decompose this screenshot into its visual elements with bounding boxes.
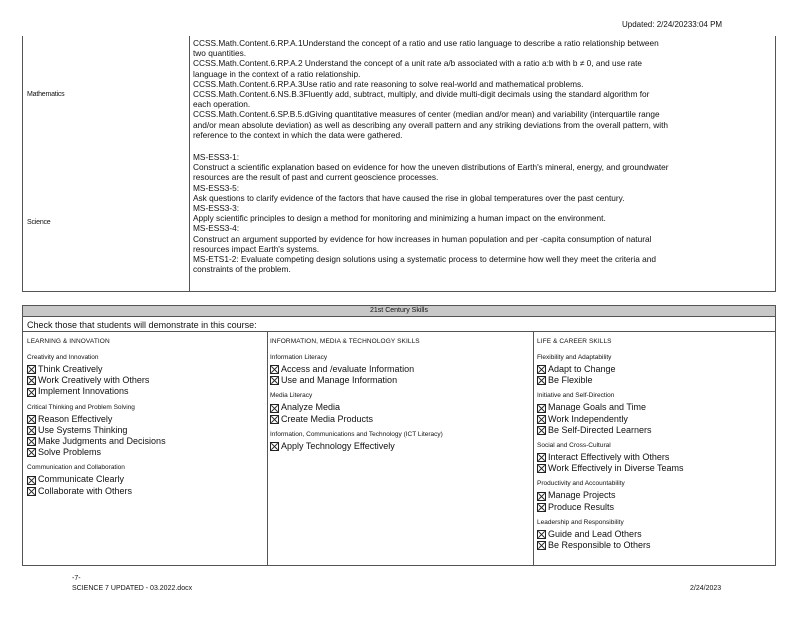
page-number: -7- <box>72 575 81 582</box>
skill-item-label: Use Systems Thinking <box>38 424 128 435</box>
standard-line: Construct a scientific explanation based on evidence for how the uneven distributions of Earth's mineral, energy, and groundwater <box>193 162 669 173</box>
skill-item-label: Make Judgments and Decisions <box>38 436 166 447</box>
checked-checkbox-icon[interactable] <box>27 476 36 485</box>
skill-item-label: Guide and Lead Others <box>548 528 642 539</box>
subject-mathematics: Mathematics <box>27 91 65 98</box>
science-standards <box>193 152 771 274</box>
checked-checkbox-icon[interactable] <box>537 426 546 435</box>
skill-item <box>537 375 775 386</box>
skill-item-label: Manage Projects <box>548 490 616 501</box>
checked-checkbox-icon[interactable] <box>27 437 36 446</box>
checked-checkbox-icon[interactable] <box>27 487 36 496</box>
skill-category <box>27 354 265 398</box>
standard-line: CCSS.Math.Content.6.RP.A.3Use ratio and rate reasoning to solve real-world and mathematical problems. <box>193 78 584 89</box>
skill-item <box>27 425 265 436</box>
column-divider <box>533 331 534 565</box>
standard-line: CCSS.Math.Content.6.NS.B.3Fluently add, subtract, multiply, and divide multi-digit decimals using the standard algorithm for <box>193 89 650 100</box>
skill-category-title: Information, Communications and Technology (ICT Literacy) <box>270 430 443 438</box>
skill-item <box>537 502 775 513</box>
skill-item-label: Be Self-Directed Learners <box>548 424 652 435</box>
standard-line: CCSS.Math.Content.6.RP.A.1Understand the concept of a ratio and use ratio language to describe a ratio relationship between <box>193 38 659 48</box>
math-standards <box>193 38 771 140</box>
standard-line: constraints of the problem. <box>193 264 291 275</box>
skill-item <box>537 490 775 501</box>
skill-item <box>27 364 265 375</box>
checked-checkbox-icon[interactable] <box>27 448 36 457</box>
skill-item-label: Work Creatively with Others <box>38 375 150 386</box>
skills-column-title: INFORMATION, MEDIA & TECHNOLOGY SKILLS <box>270 338 420 345</box>
skill-item-label: Access and /evaluate Information <box>281 364 415 374</box>
skill-item-label: Work Independently <box>548 413 628 424</box>
standard-line: and/or mean absolute deviation) as well as describing any overall pattern and any striking deviations from the overall pattern, with <box>193 119 669 130</box>
skill-category-title: Flexibility and Adaptability <box>537 354 612 361</box>
skill-item <box>270 402 508 413</box>
standard-line: CCSS.Math.Content.6.RP.A.2 Understand the concept of a unit rate a/b associated with a ratio a:b with b ≠ 0, and use rate <box>193 58 643 69</box>
skill-item-label: Reason Effectively <box>38 413 113 424</box>
skill-item <box>537 452 775 463</box>
skill-item-label: Implement Innovations <box>38 386 129 397</box>
standard-line: reference to the context in which the data were gathered. <box>193 129 403 140</box>
skills-header: 21st Century Skills <box>23 306 775 317</box>
standards-table <box>22 36 776 292</box>
standard-line: MS-ESS3-5: <box>193 182 240 193</box>
skill-item <box>537 402 775 413</box>
skill-category-title: Social and Cross-Cultural <box>537 442 611 450</box>
checked-checkbox-icon[interactable] <box>270 365 279 374</box>
skill-category <box>270 354 508 386</box>
skill-item-label: Be Flexible <box>548 375 593 386</box>
checked-checkbox-icon[interactable] <box>537 503 546 512</box>
column-divider <box>267 331 268 565</box>
checked-checkbox-icon[interactable] <box>537 453 546 462</box>
skill-item <box>27 436 265 447</box>
skill-item <box>537 529 775 540</box>
skill-item-label: Communicate Clearly <box>38 474 125 485</box>
skill-item-label: Adapt to Change <box>548 364 616 374</box>
standard-line: language in the context of a ratio relationship. <box>193 68 361 79</box>
skill-category <box>270 392 508 424</box>
skill-item <box>270 375 508 386</box>
skill-item-label: Work Effectively in Diverse Teams <box>548 463 684 474</box>
checked-checkbox-icon[interactable] <box>537 415 546 424</box>
checked-checkbox-icon[interactable] <box>537 541 546 550</box>
subject-science: Science <box>27 219 51 226</box>
skill-category <box>537 354 775 386</box>
standard-line: MS-ETS1-2: Evaluate competing design solutions using a systematic process to determine how well they meet the criteria and <box>193 254 657 265</box>
skill-category <box>537 392 775 436</box>
standard-line: resources impact Earth's systems. <box>193 243 320 254</box>
skill-item <box>270 364 508 375</box>
skill-item <box>27 447 265 458</box>
skill-category-title: Media Literacy <box>270 392 313 400</box>
skill-item <box>537 414 775 425</box>
standard-line: Apply scientific principles to design a method for monitoring and minimizing a human impact on the environment. <box>193 213 606 224</box>
checked-checkbox-icon[interactable] <box>270 404 279 413</box>
skill-item-label: Think Creatively <box>38 364 103 374</box>
checked-checkbox-icon[interactable] <box>270 376 279 385</box>
standard-line: resources are the result of past and current geoscience processes. <box>193 172 439 183</box>
updated-timestamp: Updated: 2/24/20233:04 PM <box>622 20 723 29</box>
checked-checkbox-icon[interactable] <box>27 388 36 397</box>
skill-item-label: Produce Results <box>548 501 615 512</box>
skill-item-label: Solve Problems <box>38 447 102 458</box>
skill-item-label: Collaborate with Others <box>38 485 133 496</box>
skill-item-label: Analyze Media <box>281 402 341 413</box>
skill-item <box>27 375 265 386</box>
skill-category <box>27 404 265 459</box>
checked-checkbox-icon[interactable] <box>537 464 546 473</box>
skills-divider <box>23 331 775 332</box>
checked-checkbox-icon[interactable] <box>537 376 546 385</box>
checked-checkbox-icon[interactable] <box>537 404 546 413</box>
checked-checkbox-icon[interactable] <box>537 492 546 501</box>
checked-checkbox-icon[interactable] <box>537 365 546 374</box>
skill-item-label: Interact Effectively with Others <box>548 452 670 463</box>
skills-column-title: LEARNING & INNOVATION <box>27 338 110 345</box>
skill-category-title: Communication and Collaboration <box>27 464 125 472</box>
skill-category <box>270 431 508 452</box>
standard-line: two quantities. <box>193 48 247 59</box>
checked-checkbox-icon[interactable] <box>27 415 36 424</box>
skills-section <box>22 305 776 566</box>
skill-category <box>537 480 775 512</box>
skill-category <box>537 442 775 474</box>
skills-column-learning <box>27 338 265 503</box>
skill-category-title: Productivity and Accountability <box>537 480 625 488</box>
standard-line: MS-ESS3-3: <box>193 203 240 214</box>
skill-category-title: Initiative and Self-Direction <box>537 392 615 400</box>
standard-line: CCSS.Math.Content.6.SP.B.5.dGiving quantitative measures of center (median and/or mean) and variability (interquartile range <box>193 109 660 120</box>
skill-category <box>27 464 265 496</box>
checked-checkbox-icon[interactable] <box>27 376 36 385</box>
checked-checkbox-icon[interactable] <box>270 442 279 451</box>
skill-item <box>537 463 775 474</box>
standard-line: Construct an argument supported by evidence for how increases in human population and per -capita consumption of natural <box>193 233 652 244</box>
skill-item <box>537 364 775 375</box>
checked-checkbox-icon[interactable] <box>27 426 36 435</box>
skill-category-title: Leadership and Responsibility <box>537 518 624 526</box>
checked-checkbox-icon[interactable] <box>537 530 546 539</box>
footer-date: 2/24/2023 <box>690 585 722 592</box>
checked-checkbox-icon[interactable] <box>27 365 36 374</box>
skill-item-label: Create Media Products <box>281 413 374 424</box>
standard-line: each operation. <box>193 99 251 110</box>
skill-item <box>27 486 265 497</box>
skill-item-label: Be Responsible to Others <box>548 540 651 551</box>
skill-category <box>537 519 775 551</box>
skills-column-information <box>270 338 508 458</box>
standard-line: MS-ESS3-4: <box>193 223 240 234</box>
skills-column-life-career <box>537 338 775 557</box>
standard-line: MS-ESS3-1: <box>193 152 240 162</box>
skill-item <box>270 414 508 425</box>
skills-instruction: Check those that students will demonstrate in this course: <box>27 320 257 330</box>
skill-item <box>27 474 265 485</box>
skill-item <box>537 540 775 551</box>
skill-category-title: Creativity and Innovation <box>27 354 99 361</box>
skill-category-title: Information Literacy <box>270 354 328 361</box>
skills-column-title: LIFE & CAREER SKILLS <box>537 338 612 345</box>
skill-item-label: Manage Goals and Time <box>548 402 647 413</box>
skill-item <box>537 425 775 436</box>
skill-item <box>270 441 508 452</box>
skill-category-title: Critical Thinking and Problem Solving <box>27 403 135 411</box>
skill-item <box>27 414 265 425</box>
checked-checkbox-icon[interactable] <box>270 415 279 424</box>
table-divider <box>189 36 190 291</box>
footer-filename: SCIENCE 7 UPDATED - 03.2022.docx <box>72 585 193 592</box>
standard-line: Ask questions to clarify evidence of the factors that have caused the rise in global temperatures over the past century. <box>193 192 625 203</box>
skill-item-label: Apply Technology Effectively <box>281 440 395 451</box>
skill-item-label: Use and Manage Information <box>281 375 398 386</box>
skill-item <box>27 386 265 397</box>
